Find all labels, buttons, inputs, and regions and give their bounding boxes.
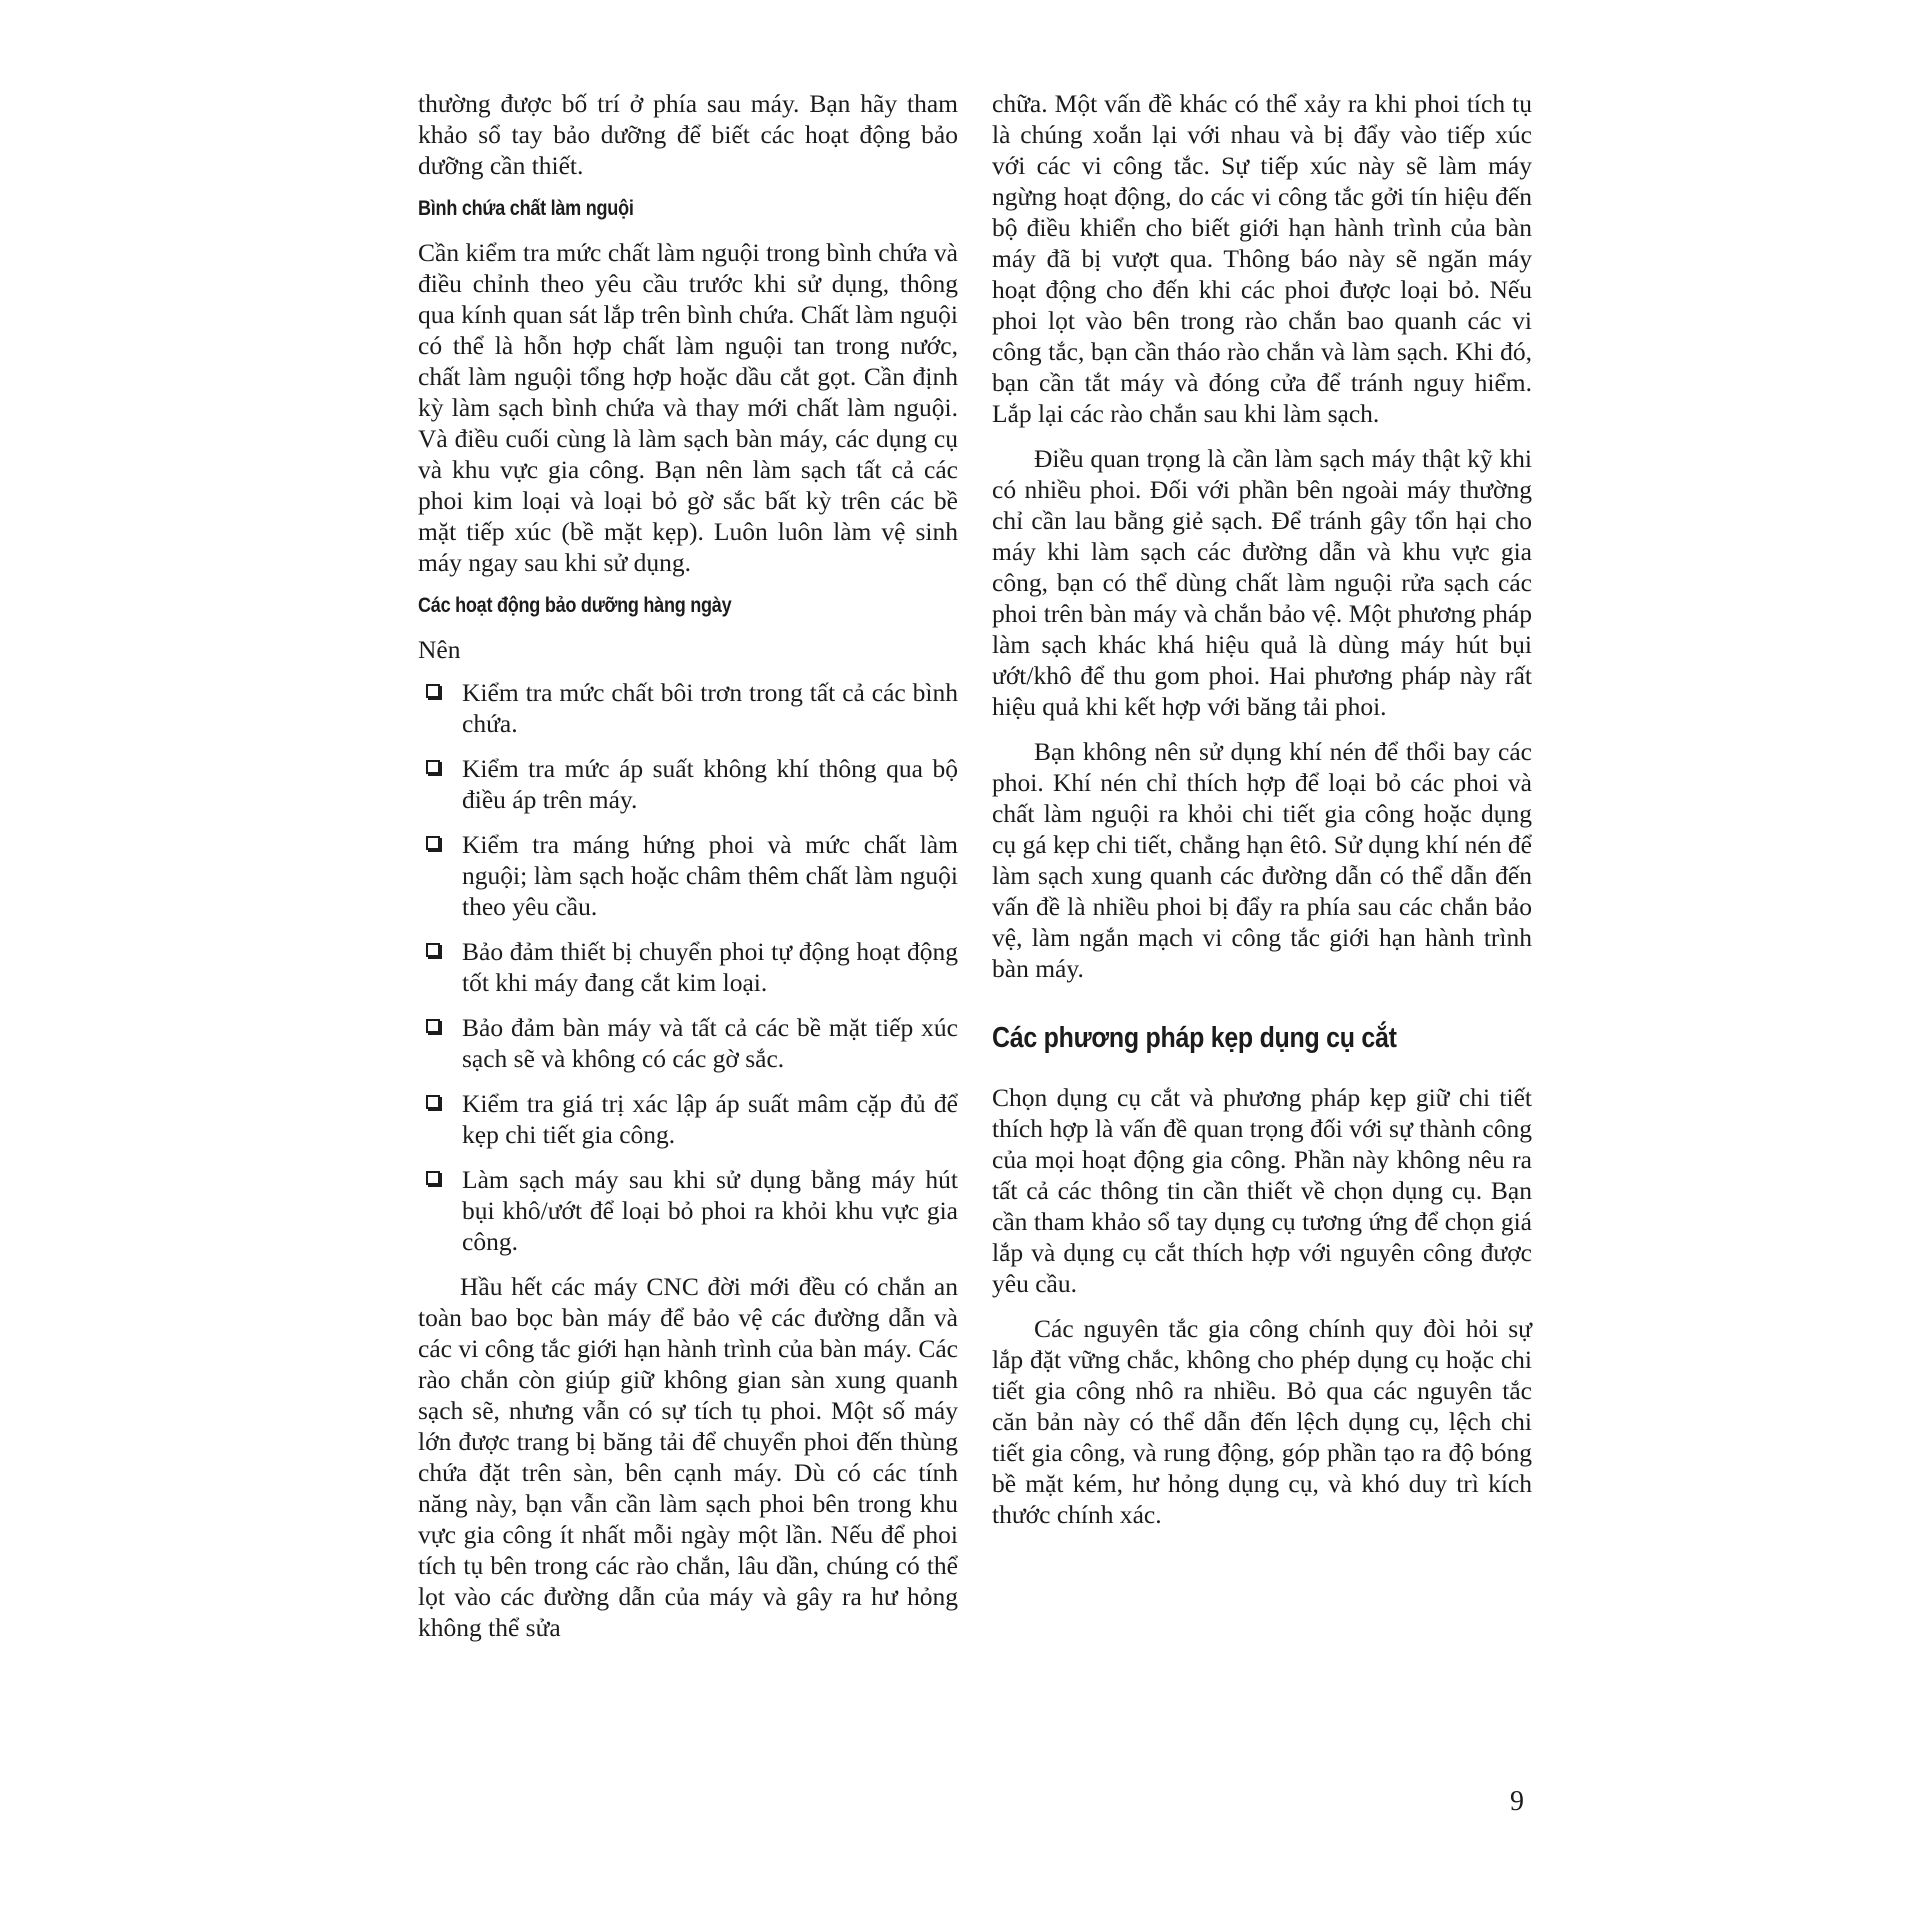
checklist-item	[418, 829, 958, 922]
checklist-item	[418, 753, 958, 815]
right-column	[992, 88, 1532, 1544]
checklist-item	[418, 1164, 958, 1257]
checkbox-icon	[426, 1095, 440, 1109]
checkbox-icon	[426, 1019, 440, 1033]
machining-principles-paragraph: Các nguyên tắc gia công chính quy đòi hỏi sự lắp đặt vững chắc, không cho phép dụng cụ hoặc chi tiết gia công nhô ra nhiều. Bỏ qua các nguyên tắc căn bản này có thể dẫn đến lệch dụng cụ, lệch chi tiết gia công, và rung động, góp phần tạo ra độ bóng bề mặt kém, hư hỏng dụng cụ, và khó duy trì kích thước chính xác.	[992, 1314, 1532, 1529]
should-label: Nên	[418, 635, 461, 664]
checklist-item	[418, 1088, 958, 1150]
checkbox-icon	[426, 943, 440, 957]
compressed-air-paragraph: Bạn không nên sử dụng khí nén để thổi bay các phoi. Khí nén chỉ thích hợp để loại bỏ các phoi và chất làm nguội ra khỏi chi tiết gia công hoặc dụng cụ gá kẹp chi tiết, chẳng hạn êtô. Sử dụng khí nén để làm sạch xung quanh các đường dẫn có thể dẫn đến vấn đề là nhiều phoi bị đẩy ra phía sau các chắn bảo vệ, làm ngắn mạch vi công tắc giới hạn hành trình bàn máy.	[992, 737, 1532, 983]
continued-paragraph: chữa. Một vấn đề khác có thể xảy ra khi phoi tích tụ là chúng xoắn lại với nhau và bị đẩy vào tiếp xúc với các vi công tắc. Sự tiếp xúc này sẽ làm máy ngừng hoạt động, do các vi công tắc gởi tín hiệu đến bộ điều khiển cho biết giới hạn hành trình của bàn máy đã bị vượt qua. Thông báo này sẽ ngăn máy hoạt động cho đến khi các phoi được loại bỏ. Nếu phoi lọt vào bên trong rào chắn bao quanh các vi công tắc, bạn cần tháo rào chắn và làm sạch. Khi đó, bạn cần tắt máy và đóng cửa để tránh nguy hiểm. Lắp lại các rào chắn sau khi làm sạch.	[992, 89, 1532, 428]
checkbox-icon	[426, 836, 440, 850]
intro-paragraph: thường được bố trí ở phía sau máy. Bạn hãy tham khảo sổ tay bảo dưỡng để biết các hoạt động bảo dưỡng cần thiết.	[418, 89, 958, 180]
checkbox-icon	[426, 684, 440, 698]
checklist-item	[418, 1012, 958, 1074]
checklist-item-text: Làm sạch máy sau khi sử dụng bằng máy hút bụi khô/ướt để loại bỏ phoi ra khỏi khu vực gia công.	[462, 1165, 958, 1256]
page-number: 9	[1510, 1786, 1524, 1817]
checkbox-icon	[426, 760, 440, 774]
coolant-heading: Bình chứa chất làm nguội	[418, 197, 634, 220]
checklist-item-text: Kiểm tra mức áp suất không khí thông qua bộ điều áp trên máy.	[462, 754, 958, 814]
tool-clamping-paragraph: Chọn dụng cụ cắt và phương pháp kẹp giữ chi tiết thích hợp là vấn đề quan trọng đối với sự thành công của mọi hoạt động gia công. Phần này không nêu ra tất cả các thông tin cần thiết về chọn dụng cụ. Bạn cần tham khảo sổ tay dụng cụ tương ứng để chọn giá lắp và dụng cụ cắt thích hợp với nguyên công được yêu cầu.	[992, 1083, 1532, 1298]
checklist-item-text: Kiểm tra mức chất bôi trơn trong tất cả các bình chứa.	[462, 678, 958, 738]
cleaning-paragraph: Điều quan trọng là cần làm sạch máy thật kỹ khi có nhiều phoi. Đối với phần bên ngoài máy thường chỉ cần lau bằng giẻ sạch. Để tránh gây tổn hại cho máy khi làm sạch các đường dẫn và khu vực gia công, bạn có thể dùng chất làm nguội rửa sạch các phoi trên bàn máy và chắn bảo vệ. Một phương pháp làm sạch khác khá hiệu quả là dùng máy hút bụi ướt/khô để thu gom phoi. Hai phương pháp này rất hiệu quả khi kết hợp với băng tải phoi.	[992, 444, 1532, 721]
checklist-item-text: Bảo đảm thiết bị chuyển phoi tự động hoạt động tốt khi máy đang cắt kim loại.	[462, 937, 958, 997]
cnc-guard-paragraph: Hầu hết các máy CNC đời mới đều có chắn an toàn bao bọc bàn máy để bảo vệ các đường dẫn và các vi công tắc giới hạn hành trình của bàn máy. Các rào chắn còn giúp giữ không gian sàn xung quanh sạch sẽ, nhưng vẫn có sự tích tụ phoi. Một số máy lớn được trang bị băng tải để chuyển phoi đến thùng chứa đặt trên sàn, bên cạnh máy. Dù có các tính năng này, bạn vẫn cần làm sạch phoi bên trong khu vực gia công ít nhất mỗi ngày một lần. Nếu để phoi tích tụ bên trong các rào chắn, lâu dần, chúng có thể lọt vào các đường dẫn của máy và gây ra hư hỏng không thể sửa	[418, 1272, 958, 1642]
maintenance-checklist	[418, 677, 958, 1257]
section-heading: Các phương pháp kẹp dụng cụ cắt	[992, 1022, 1397, 1054]
checklist-item-text: Kiểm tra giá trị xác lập áp suất mâm cặp đủ để kẹp chi tiết gia công.	[462, 1089, 958, 1149]
coolant-paragraph: Cần kiểm tra mức chất làm nguội trong bình chứa và điều chỉnh theo yêu cầu trước khi sử dụng, thông qua kính quan sát lắp trên bình chứa. Chất làm nguội có thể là hỗn hợp chất làm nguội tan trong nước, chất làm nguội tổng hợp hoặc dầu cắt gọt. Cần định kỳ làm sạch bình chứa và thay mới chất làm nguội. Và điều cuối cùng là làm sạch bàn máy, các dụng cụ và khu vực gia công. Bạn nên làm sạch tất cả các phoi kim loại và loại bỏ gờ sắc bất kỳ trên các bề mặt tiếp xúc (bề mặt kẹp). Luôn luôn làm vệ sinh máy ngay sau khi sử dụng.	[418, 238, 958, 577]
checkbox-icon	[426, 1171, 440, 1185]
daily-maintenance-heading: Các hoạt động bảo dưỡng hàng ngày	[418, 594, 732, 617]
left-column	[418, 88, 958, 1657]
checklist-item-text: Bảo đảm bàn máy và tất cả các bề mặt tiếp xúc sạch sẽ và không có các gờ sắc.	[462, 1013, 958, 1073]
checklist-item	[418, 936, 958, 998]
checklist-item-text: Kiểm tra máng hứng phoi và mức chất làm nguội; làm sạch hoặc châm thêm chất làm nguội theo yêu cầu.	[462, 830, 958, 921]
checklist-item	[418, 677, 958, 739]
